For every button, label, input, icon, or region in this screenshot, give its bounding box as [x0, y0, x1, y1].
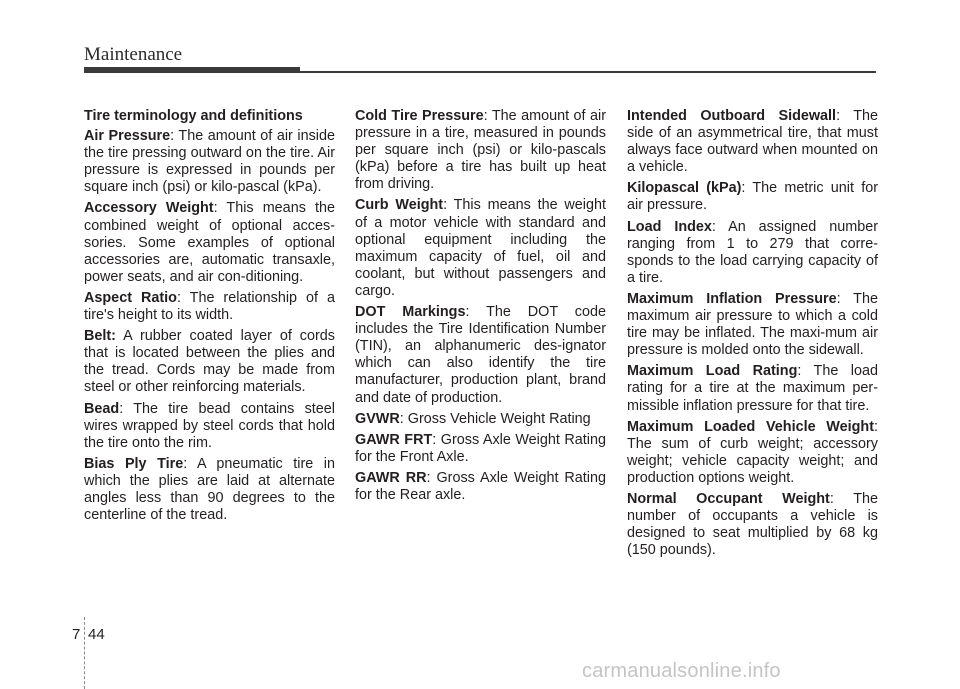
definition-text: This means the combined weight of optional acces-sories. Some examples of optional accessories are, automatic transaxle, power seats, and air con-ditioning.	[84, 200, 335, 285]
definition-separator: :	[874, 418, 878, 435]
definition-entry	[84, 401, 335, 452]
definition-text: The number of occupants a vehicle is designed to seat multiplied by 68 kg (150 pounds).	[627, 490, 878, 559]
definition-text: Gross Axle Weight Rating for the Rear axle.	[355, 469, 606, 503]
definition-term: Maximum Load Rating	[627, 363, 798, 380]
definition-term: GAWR FRT	[355, 431, 433, 448]
definition-separator: :	[711, 218, 729, 235]
definition-entry	[355, 470, 606, 504]
definition-entry	[627, 363, 878, 414]
definition-entry	[627, 108, 878, 176]
definition-separator: :	[483, 108, 492, 124]
page-number: 44	[88, 626, 105, 643]
definition-separator: :	[443, 197, 454, 214]
definitions-list	[84, 128, 335, 524]
definition-text: A pneumatic tire in which the plies are laid at alternate angles less than 90 degrees to the centerline of the tread.	[84, 455, 335, 524]
definition-term: DOT Markings	[355, 304, 466, 321]
definition-entry	[627, 419, 878, 487]
definition-text: The amount of air inside the tire pressing outward on the tire. Air pressure is expressed in pounds per square inch (psi) or kilo-pascal (kPa).	[84, 128, 335, 196]
definition-entry	[84, 200, 335, 285]
definition-separator: :	[465, 304, 487, 321]
definition-term: Maximum Inflation Pressure	[627, 290, 837, 307]
definition-term: Kilopascal (kPa)	[627, 180, 742, 197]
definition-entry	[627, 291, 878, 359]
definition-text: The relationship of a tire's height to its width.	[84, 289, 335, 324]
definition-separator: :	[797, 363, 814, 380]
definition-separator: :	[432, 431, 441, 448]
definition-term: Bias Ply Tire	[84, 455, 184, 472]
definition-entry	[84, 128, 335, 196]
definition-separator: :	[426, 469, 437, 486]
header-rule-thick	[84, 67, 300, 73]
column-2	[355, 108, 606, 508]
definition-text: The maximum air pressure to which a cold tire may be inflated. The maxi-mum air pressure is molded onto the sidewall.	[627, 290, 878, 359]
definition-term: Aspect Ratio	[84, 289, 177, 306]
footer-divider	[84, 617, 86, 689]
definition-text: This means the weight of a motor vehicle with standard and optional equipment including the maximum capacity of fuel, oil and coolant, but without passengers and cargo.	[355, 197, 606, 299]
chapter-number: 7	[72, 626, 81, 643]
definition-text: The side of an asymmetrical tire, that must always face outward when mounted on a vehicle.	[627, 108, 878, 176]
definition-entry	[355, 197, 606, 300]
definition-entry	[84, 328, 335, 396]
definition-term: Accessory Weight	[84, 200, 214, 217]
definition-separator: :	[213, 200, 227, 217]
definition-separator: :	[119, 400, 134, 417]
definition-separator: :	[836, 108, 854, 124]
definition-separator: :	[183, 455, 197, 472]
definition-term: Cold Tire Pressure	[355, 108, 484, 124]
definitions-list	[355, 108, 606, 504]
definition-text: The tire bead contains steel wires wrapped by steel cords that hold the tire onto the rim.	[84, 400, 335, 451]
definition-separator: :	[170, 128, 179, 145]
definition-separator: :	[741, 180, 753, 197]
definition-text: An assigned number ranging from 1 to 279 that corre-sponds to the load carrying capacity of a tire.	[627, 218, 879, 286]
column-3	[627, 108, 878, 563]
column-1	[84, 108, 335, 528]
watermark: carmanualsonline.info	[582, 660, 781, 682]
definition-entry	[627, 219, 878, 287]
definition-text: The amount of air pressure in a tire, measured in pounds per square inch (psi) or kilo-pascals (kPa) before a tire has built up heat from driving.	[355, 108, 606, 193]
section-heading: Tire terminology and definitions	[84, 108, 303, 124]
definition-text: Gross Vehicle Weight Rating	[407, 410, 591, 427]
definition-text: The sum of curb weight; accessory weight; vehicle capacity weight; and production options weight.	[627, 435, 878, 486]
definition-entry	[355, 411, 606, 428]
header-rule-thin	[300, 71, 876, 73]
definition-separator: :	[829, 490, 854, 507]
definition-term: Maximum Loaded Vehicle Weight	[627, 418, 874, 435]
definition-entry	[627, 491, 878, 559]
section-title: Maintenance	[84, 44, 183, 65]
definition-separator: :	[836, 290, 854, 307]
definition-entry	[84, 290, 335, 324]
definition-text: The metric unit for air pressure.	[627, 180, 879, 214]
definition-entry	[355, 432, 606, 466]
definition-entry	[355, 108, 606, 193]
definition-term: Intended Outboard Sidewall	[627, 108, 837, 124]
definition-term: Normal Occupant Weight	[627, 490, 830, 507]
definition-text: The DOT code includes the Tire Identification Number (TIN), an alphanumeric des-ignator which can also identify the tire manufacturer, production plant, brand and date of production.	[355, 304, 606, 406]
definition-term: Belt:	[84, 328, 116, 345]
definition-separator: :	[176, 289, 190, 306]
definitions-list	[627, 108, 878, 559]
definition-text: A rubber coated layer of cords that is located between the plies and the tread. Cords may be made from steel or other reinforcing materials.	[84, 328, 335, 396]
definition-term: Air Pressure	[84, 128, 171, 145]
definition-separator: :	[399, 410, 408, 427]
definition-term: Load Index	[627, 218, 712, 235]
definition-text: The load rating for a tire at the maximum per-missible inflation pressure for that tire.	[627, 363, 878, 414]
definition-entry	[84, 456, 335, 524]
definition-entry	[627, 180, 878, 214]
definition-term: GAWR RR	[355, 469, 427, 486]
definition-text: Gross Axle Weight Rating for the Front Axle.	[355, 431, 606, 465]
definition-term: GVWR	[355, 410, 400, 427]
definition-term: Curb Weight	[355, 197, 444, 214]
definition-entry	[355, 304, 606, 407]
definition-term: Bead	[84, 400, 120, 417]
